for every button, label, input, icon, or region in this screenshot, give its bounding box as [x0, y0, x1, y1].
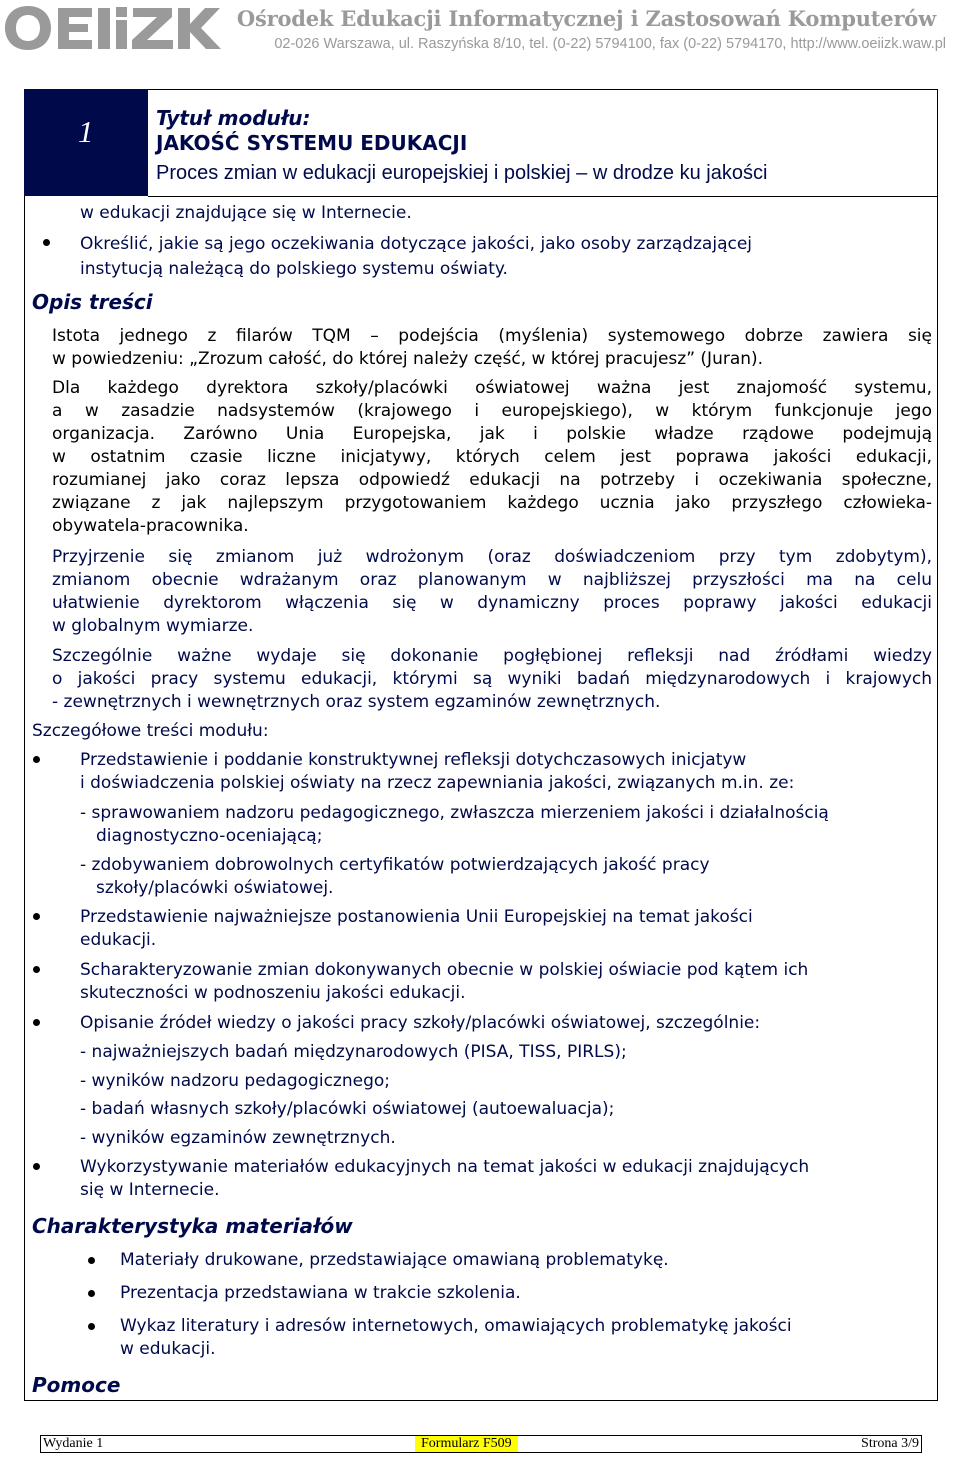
list-subitem: - sprawowaniem nadzoru pedagogicznego, zwłaszcza mierzeniem jakości i działalnością [80, 803, 829, 823]
list-item: Opisanie źródeł wiedzy o jakości pracy szkoły/placówki oświatowej, szczególnie: [80, 1013, 761, 1033]
bullet-icon [33, 1019, 40, 1026]
list-item: skuteczności w podnoszeniu jakości edukacji. [80, 983, 466, 1003]
bullet-icon [88, 1323, 95, 1330]
bullet-icon [88, 1290, 95, 1297]
paragraph-line: zmianom obecnie wdrażanym oraz planowanym w najbliższej przyszłości ma na celu [52, 570, 932, 590]
paragraph-line: o jakości pracy systemu edukacji, którymi są wyniki badań międzynarodowych i krajowych [52, 669, 932, 689]
list-subitem: - wyników nadzoru pedagogicznego; [80, 1071, 391, 1091]
module-title-label: Tytuł modułu: [156, 106, 311, 130]
list-subitem: - wyników egzaminów zewnętrznych. [80, 1128, 396, 1148]
paragraph-line: w globalnym wymiarze. [52, 616, 254, 636]
paragraph-line: organizacja. Zarówno Unia Europejska, jak i polskie władze rządowe podejmują [52, 424, 932, 444]
paragraph-line: ułatwienie dyrektorom włączenia się w dynamiczny proces poprawy jakości edukacji [52, 593, 932, 613]
list-subitem: szkoły/placówki oświatowej. [96, 878, 334, 898]
goal-line: w edukacji znajdujące się w Internecie. [80, 203, 412, 223]
bullet-icon [33, 756, 40, 763]
goal-line: instytucją należącą do polskiego systemu oświaty. [80, 259, 508, 279]
paragraph-line: w powiedzeniu: „Zrozum całość, do której należy część, w której pracujesz” (Juran). [52, 349, 764, 369]
list-item: w edukacji. [120, 1339, 216, 1359]
aids-heading: Pomoce [32, 1373, 121, 1397]
form-label: Formularz F509 [415, 1436, 518, 1452]
paragraph-line: Istota jednego z filarów TQM – podejścia (myślenia) systemowego dobrze zawiera się [52, 326, 932, 346]
materials-heading: Charakterystyka materiałów [32, 1214, 353, 1238]
list-subitem: - badań własnych szkoły/placówki oświatowej (autoewaluacja); [80, 1099, 615, 1119]
title-divider [148, 196, 938, 197]
paragraph-line: obywatela-pracownika. [52, 516, 249, 536]
list-item: Wykaz literatury i adresów internetowych, omawiających problematykę jakości [120, 1316, 792, 1336]
list-item: Przedstawienie najważniejsze postanowienia Unii Europejskiej na temat jakości [80, 907, 753, 927]
bullet-icon [33, 966, 40, 973]
paragraph-line: Dla każdego dyrektora szkoły/placówki oświatowej ważna jest znajomość systemu, [52, 378, 932, 398]
paragraph-line: Przyjrzenie się zmianom już wdrożonym (oraz doświadczeniom przy tym zdobytym), [52, 547, 932, 567]
goal-line: Określić, jakie są jego oczekiwania dotyczące jakości, jako osoby zarządzającej [80, 234, 753, 254]
page-footer [40, 1435, 922, 1453]
paragraph-line: - zewnętrznych i wewnętrznych oraz system egzaminów zewnętrznych. [52, 692, 661, 712]
paragraph-line: w ostatnim czasie liczne inicjatywy, których celem jest poprawa jakości edukacji, [52, 447, 932, 467]
bullet-icon [33, 913, 40, 920]
paragraph-line: związane z jak najlepszym przygotowaniem każdego ucznia jako przyszłego człowieka- [52, 493, 932, 513]
list-item: Materiały drukowane, przedstawiające omawianą problematykę. [120, 1250, 669, 1270]
list-item: i doświadczenia polskiej oświaty na rzecz zapewniania jakości, związanych m.in. ze: [80, 773, 795, 793]
organization-address: 02-026 Warszawa, ul. Raszyńska 8/10, tel. (0-22) 5794100, fax (0-22) 5794170, http://www.oeiizk.waw.pl [274, 36, 946, 52]
list-subitem: - zdobywaniem dobrowolnych certyfikatów potwierdzających jakość pracy [80, 855, 710, 875]
list-subitem: diagnostyczno-oceniającą; [96, 826, 323, 846]
list-item: Prezentacja przedstawiana w trakcie szkolenia. [120, 1283, 521, 1303]
list-subitem: - najważniejszych badań międzynarodowych (PISA, TISS, PIRLS); [80, 1042, 627, 1062]
paragraph-line: rozumianej jako coraz lepsza odpowiedź edukacji na potrzeby i oczekiwania społeczne, [52, 470, 932, 490]
module-frame [24, 89, 938, 1401]
module-number: 1 [78, 114, 94, 149]
paragraph-line: a w zasadzie nadsystemów (krajowego i europejskiego), w którym funkcjonuje jego [52, 401, 932, 421]
list-item: edukacji. [80, 930, 157, 950]
details-heading: Szczegółowe treści modułu: [32, 721, 269, 741]
bullet-icon [33, 1163, 40, 1170]
oeiizk-logo [2, 2, 224, 54]
list-item: Przedstawienie i poddanie konstruktywnej refleksji dotychczasowych inicjatyw [80, 750, 747, 770]
paragraph-line: Szczególnie ważne wydaje się dokonanie pogłębionej refleksji nad źródłami wiedzy [52, 646, 932, 666]
list-item: Wykorzystywanie materiałów edukacyjnych na temat jakości w edukacji znajdujących [80, 1157, 810, 1177]
module-title: JAKOŚĆ SYSTEMU EDUKACJI [156, 131, 468, 155]
organization-name: Ośrodek Edukacji Informatycznej i Zastosowań Komputerów [236, 6, 936, 31]
list-item: Scharakteryzowanie zmian dokonywanych obecnie w polskiej oświacie pod kątem ich [80, 960, 809, 980]
bullet-icon [43, 239, 50, 246]
list-item: się w Internecie. [80, 1180, 220, 1200]
content-heading: Opis treści [32, 290, 153, 314]
module-subtitle: Proces zmian w edukacji europejskiej i polskiej – w drodze ku jakości [156, 162, 768, 184]
edition-label: Wydanie 1 [43, 1436, 104, 1451]
page-number: Strona 3/9 [861, 1436, 919, 1451]
bullet-icon [88, 1257, 95, 1264]
